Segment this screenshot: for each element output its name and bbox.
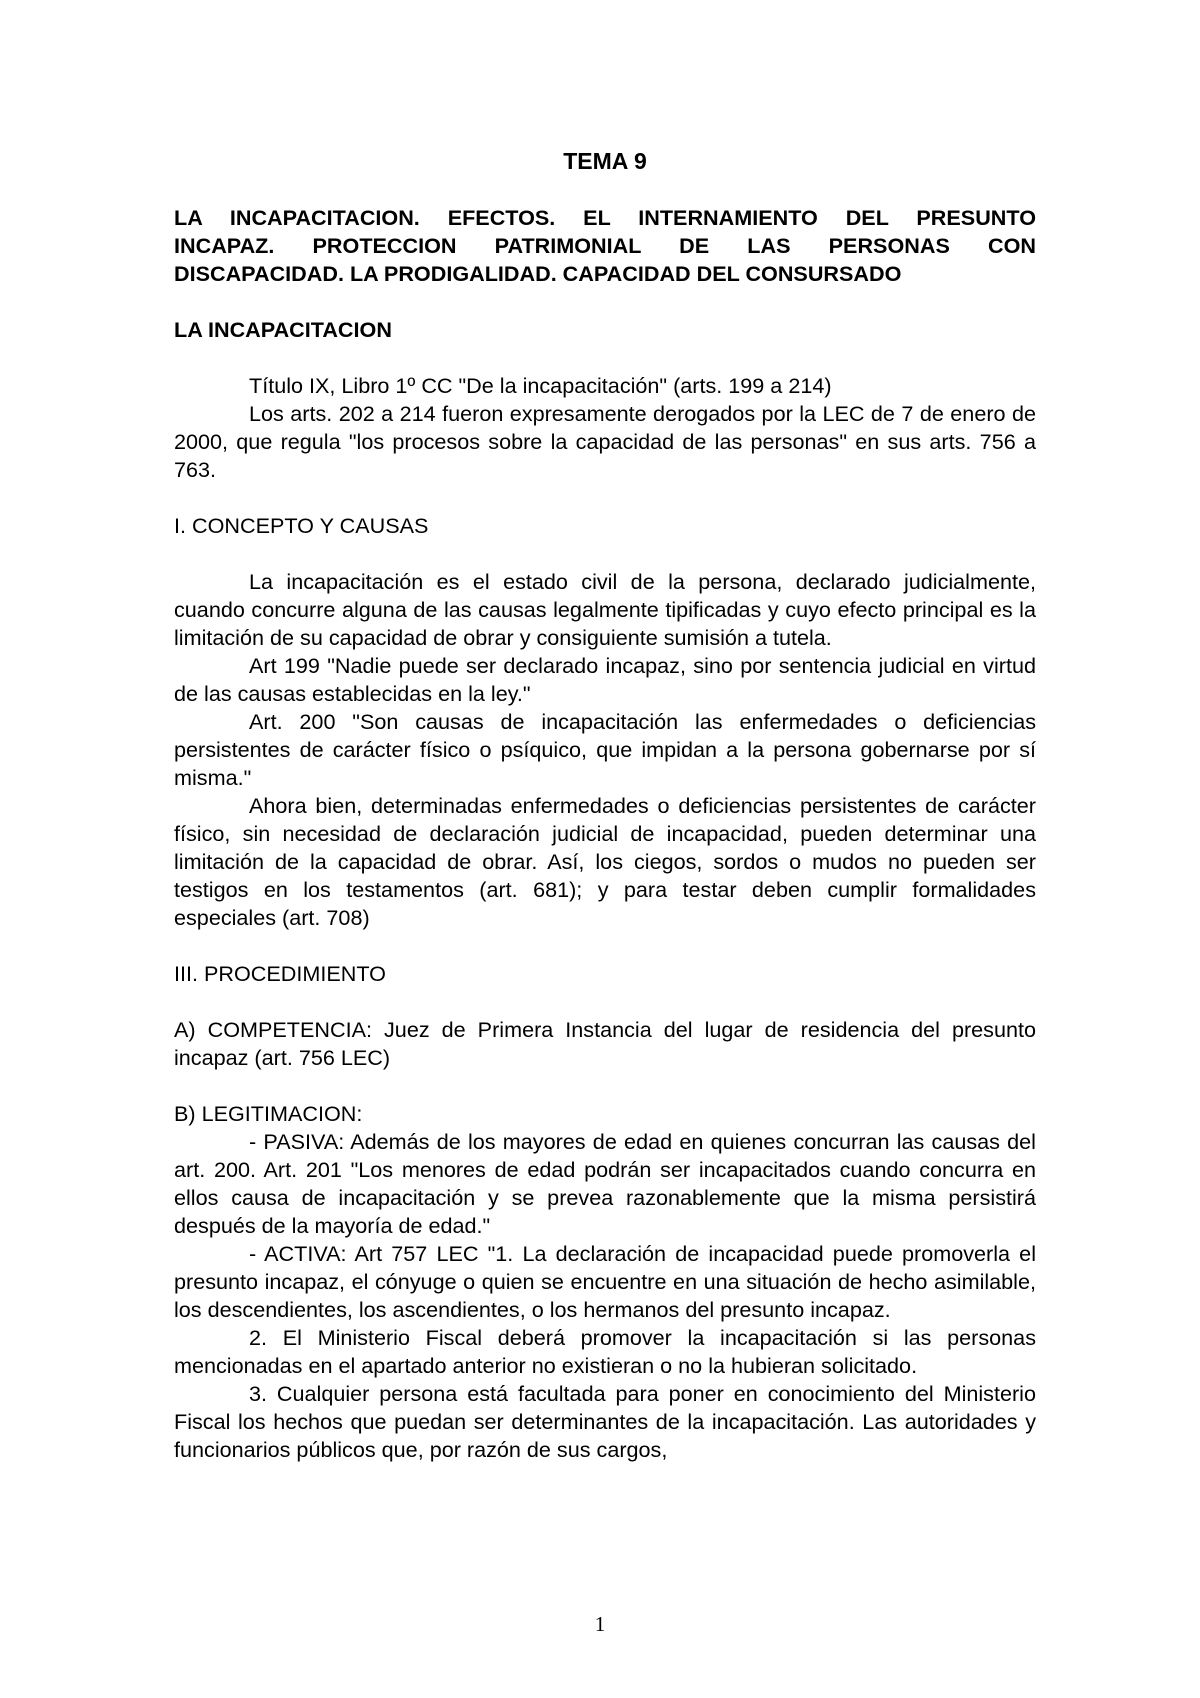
section-concepto-body xyxy=(174,568,1036,932)
topic-heading-line-1: LA INCAPACITACION. EFECTOS. EL INTERNAMIENTO DEL PRESUNTO xyxy=(174,205,1036,230)
topic-heading-line-3: DISCAPACIDAD. LA PRODIGALIDAD. CAPACIDAD DEL CONSURSADO xyxy=(174,261,902,286)
topic-heading-line-2: INCAPAZ. PROTECCION PATRIMONIAL DE LAS PERSONAS CON xyxy=(174,233,1036,258)
paragraph: Los arts. 202 a 214 fueron expresamente derogados por la LEC de 7 de enero de 2000, que regula "los procesos sobre la capacidad de las personas" en sus arts. 756 a 763. xyxy=(174,401,1036,482)
topic-heading xyxy=(174,204,1036,288)
section-title-concepto: I. CONCEPTO Y CAUSAS xyxy=(174,513,429,538)
section-title-incapacitacion: LA INCAPACITACION xyxy=(174,317,392,342)
paragraph-pasiva: - PASIVA: Además de los mayores de edad en quienes concurran las causas del art. 200. Art. 201 "Los menores de edad podrán ser incapacitados cuando concurra en ellos causa de incapacitación y se prevea razonablemente que la misma persistirá después de la mayoría de edad." xyxy=(174,1129,1036,1238)
paragraph: Art 199 "Nadie puede ser declarado incapaz, sino por sentencia judicial en virtud de las causas establecidas en la ley." xyxy=(174,653,1036,706)
paragraph-competencia: A) COMPETENCIA: Juez de Primera Instancia del lugar de residencia del presunto incapaz (art. 756 LEC) xyxy=(174,1017,1036,1070)
paragraph: Art. 200 "Son causas de incapacitación las enfermedades o deficiencias persistentes de carácter físico o psíquico, que impidan a la persona gobernarse por sí misma." xyxy=(174,709,1036,790)
document-title: TEMA 9 xyxy=(563,148,647,174)
paragraph: La incapacitación es el estado civil de la persona, declarado judicialmente, cuando concurre alguna de las causas legalmente tipificadas y cuyo efecto principal es la limitación de su capacidad de obrar y consiguiente sumisión a tutela. xyxy=(174,569,1036,650)
paragraph-activa: - ACTIVA: Art 757 LEC "1. La declaración de incapacidad puede promoverla el presunto incapaz, el cónyuge o quien se encuentre en una situación de hecho asimilable, los descendientes, los ascendientes, o los hermanos del presunto incapaz. xyxy=(174,1241,1036,1322)
document-page xyxy=(174,146,1036,1464)
paragraph: Ahora bien, determinadas enfermedades o deficiencias persistentes de carácter físico, sin necesidad de declaración judicial de incapacidad, pueden determinar una limitación de la capacidad de obrar. Así, los ciegos, sordos o mudos no pueden ser testigos en los testamentos (art. 681); y para testar deben cumplir formalidades especiales (art. 708) xyxy=(174,793,1036,930)
page-number: 1 xyxy=(594,1612,606,1636)
section-title-procedimiento: III. PROCEDIMIENTO xyxy=(174,961,386,986)
paragraph-point-3: 3. Cualquier persona está facultada para poner en conocimiento del Ministerio Fiscal los hechos que puedan ser determinantes de la incapacitación. Las autoridades y funcionarios públicos que, por razón de sus cargos, xyxy=(174,1381,1036,1462)
paragraph: Título IX, Libro 1º CC "De la incapacitación" (arts. 199 a 214) xyxy=(249,373,832,398)
paragraph-point-2: 2. El Ministerio Fiscal deberá promover la incapacitación si las personas mencionadas en el apartado anterior no existieran o no la hubieran solicitado. xyxy=(174,1325,1036,1378)
section-incapacitacion-body xyxy=(174,372,1036,484)
legitimacion-title: B) LEGITIMACION: xyxy=(174,1101,363,1126)
